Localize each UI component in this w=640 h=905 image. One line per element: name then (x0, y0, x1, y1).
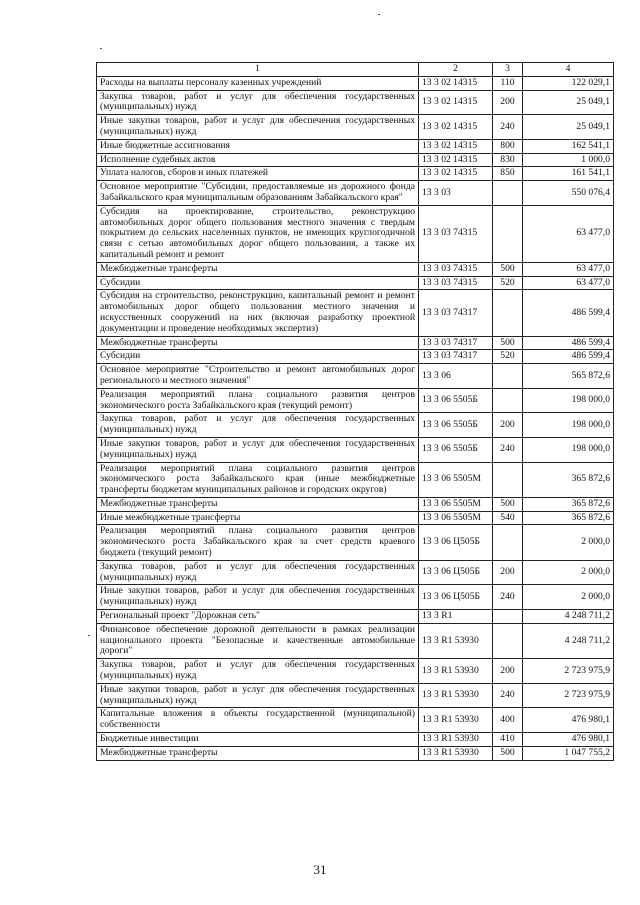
row-type-cell: 110 (493, 76, 523, 90)
row-type-cell: 520 (493, 276, 523, 290)
row-type-cell (493, 290, 523, 336)
row-name-cell: Иные закупки товаров, работ и услуг для обеспечения государственных (муниципальных) нужд (97, 585, 419, 610)
table-row (97, 413, 614, 438)
table-row (97, 497, 614, 511)
column-header-4: 4 (523, 63, 614, 77)
row-amount-cell: 365 872,6 (523, 497, 614, 511)
table-row (97, 462, 614, 497)
row-type-cell: 500 (493, 262, 523, 276)
row-name-cell: Расходы на выплаты персоналу казенных учреждений (97, 76, 419, 90)
row-code-cell: 13 3 06 Ц505Б (419, 525, 493, 560)
row-code-cell: 13 3 03 74315 (419, 262, 493, 276)
row-name-cell: Межбюджетные трансферты (97, 497, 419, 511)
row-amount-cell: 162 541,1 (523, 139, 614, 153)
row-name-cell: Реализация мероприятий плана социального развития центров экономического роста Забайкальского края за счет средств краевого бюджета (текущий ремонт) (97, 525, 419, 560)
row-type-cell (493, 623, 523, 658)
table-row (97, 90, 614, 115)
row-code-cell: 13 3 06 5505М (419, 511, 493, 525)
row-name-cell: Бюджетные инвестиции (97, 733, 419, 747)
row-name-cell: Субсидии (97, 350, 419, 364)
row-code-cell: 13 3 R1 53930 (419, 683, 493, 708)
row-name-cell: Уплата налогов, сборов и иных платежей (97, 167, 419, 181)
row-name-cell: Иные бюджетные ассигнования (97, 139, 419, 153)
table-row (97, 76, 614, 90)
row-name-cell: Реализация мероприятий плана социального развития центров экономического роста Забайкальского края (текущий ремонт) (97, 388, 419, 413)
scan-speck (378, 14, 380, 15)
row-amount-cell: 63 477,0 (523, 262, 614, 276)
row-amount-cell: 2 723 975,9 (523, 659, 614, 684)
row-name-cell: Субсидия на строительство, реконструкцию, капитальный ремонт и ремонт автомобильных дорог общего пользования местного значения и искусственных сооружений на них (включая разработку проектной документации и проведение необходимых экспертиз) (97, 290, 419, 336)
row-type-cell: 520 (493, 350, 523, 364)
row-type-cell: 500 (493, 336, 523, 350)
row-name-cell: Капитальные вложения в объекты государственной (муниципальной) собственности (97, 708, 419, 733)
table-row (97, 336, 614, 350)
row-amount-cell: 198 000,0 (523, 388, 614, 413)
row-name-cell: Финансовое обеспечение дорожной деятельности в рамках реализации национального проекта "Безопасные и качественные автомобильные дороги" (97, 623, 419, 658)
row-name-cell: Иные закупки товаров, работ и услуг для обеспечения государственных (муниципальных) нужд (97, 683, 419, 708)
table-row (97, 511, 614, 525)
row-code-cell: 13 3 03 (419, 181, 493, 206)
column-header-2: 2 (419, 63, 493, 77)
table-row (97, 181, 614, 206)
row-name-cell: Основное мероприятие "Субсидии, предоставляемые из дорожного фонда Забайкальского края муниципальным образованиям Забайкальского края" (97, 181, 419, 206)
row-amount-cell: 486 599,4 (523, 350, 614, 364)
row-name-cell: Иные закупки товаров, работ и услуг для обеспечения государственных (муниципальных) нужд (97, 115, 419, 140)
table-row (97, 290, 614, 336)
table-row (97, 746, 614, 760)
table-row (97, 262, 614, 276)
table-row (97, 276, 614, 290)
row-amount-cell: 2 000,0 (523, 525, 614, 560)
row-amount-cell: 365 872,6 (523, 462, 614, 497)
column-header-3: 3 (493, 63, 523, 77)
row-amount-cell: 476 980,1 (523, 708, 614, 733)
row-type-cell: 200 (493, 560, 523, 585)
row-code-cell: 13 3 R1 53930 (419, 746, 493, 760)
table-header-row (97, 63, 614, 77)
row-code-cell: 13 3 03 74317 (419, 350, 493, 364)
row-name-cell: Межбюджетные трансферты (97, 262, 419, 276)
scan-speck (88, 635, 90, 636)
table-row (97, 139, 614, 153)
row-type-cell (493, 525, 523, 560)
row-amount-cell: 25 049,1 (523, 90, 614, 115)
row-type-cell: 240 (493, 115, 523, 140)
row-name-cell: Субсидии (97, 276, 419, 290)
table-row (97, 708, 614, 733)
column-header-1: 1 (97, 63, 419, 77)
row-amount-cell: 476 980,1 (523, 733, 614, 747)
row-code-cell: 13 3 R1 53930 (419, 733, 493, 747)
row-type-cell: 400 (493, 708, 523, 733)
row-code-cell: 13 3 03 74317 (419, 336, 493, 350)
row-amount-cell: 1 000,0 (523, 153, 614, 167)
row-code-cell: 13 3 03 74317 (419, 290, 493, 336)
row-name-cell: Основное мероприятие "Строительство и ремонт автомобильных дорог регионального и местного значения" (97, 364, 419, 389)
table-row (97, 683, 614, 708)
row-code-cell: 13 3 06 Ц505Б (419, 585, 493, 610)
table-row (97, 437, 614, 462)
row-type-cell: 200 (493, 659, 523, 684)
row-type-cell: 850 (493, 167, 523, 181)
row-amount-cell: 198 000,0 (523, 437, 614, 462)
table-row (97, 659, 614, 684)
table-row (97, 585, 614, 610)
page-number: 31 (313, 862, 327, 877)
row-name-cell: Исполнение судебных актов (97, 153, 419, 167)
row-name-cell: Региональный проект "Дорожная сеть" (97, 610, 419, 624)
row-amount-cell: 2 000,0 (523, 585, 614, 610)
row-type-cell (493, 610, 523, 624)
row-amount-cell: 2 000,0 (523, 560, 614, 585)
row-type-cell: 830 (493, 153, 523, 167)
row-amount-cell: 63 477,0 (523, 205, 614, 262)
table-row (97, 364, 614, 389)
row-amount-cell: 486 599,4 (523, 290, 614, 336)
row-code-cell: 13 3 R1 53930 (419, 623, 493, 658)
row-code-cell: 13 3 06 (419, 364, 493, 389)
row-name-cell: Межбюджетные трансферты (97, 746, 419, 760)
scan-speck (100, 48, 102, 49)
row-amount-cell: 550 076,4 (523, 181, 614, 206)
row-code-cell: 13 3 06 5505Б (419, 388, 493, 413)
table-row (97, 560, 614, 585)
row-amount-cell: 25 049,1 (523, 115, 614, 140)
row-amount-cell: 1 047 755,2 (523, 746, 614, 760)
table-row (97, 733, 614, 747)
row-code-cell: 13 3 06 5505Б (419, 437, 493, 462)
row-type-cell: 410 (493, 733, 523, 747)
row-name-cell: Иные закупки товаров, работ и услуг для обеспечения государственных (муниципальных) нужд (97, 437, 419, 462)
row-type-cell: 800 (493, 139, 523, 153)
row-name-cell: Закупка товаров, работ и услуг для обеспечения государственных (муниципальных) нужд (97, 560, 419, 585)
row-amount-cell: 198 000,0 (523, 413, 614, 438)
row-amount-cell: 63 477,0 (523, 276, 614, 290)
row-code-cell: 13 3 06 5505М (419, 462, 493, 497)
table-row (97, 610, 614, 624)
table-row (97, 350, 614, 364)
row-amount-cell: 122 029,1 (523, 76, 614, 90)
row-type-cell (493, 364, 523, 389)
row-amount-cell: 365 872,6 (523, 511, 614, 525)
row-code-cell: 13 3 02 14315 (419, 139, 493, 153)
row-amount-cell: 486 599,4 (523, 336, 614, 350)
row-name-cell: Субсидия на проектирование, строительство, реконструкцию автомобильных дорог общего пользования местного значения с твердым покрытием до сельских населенных пунктов, не имеющих круглогодичной связи с сетью автомобильных дорог общего пользования, а также их капитальный ремонт и ремонт (97, 205, 419, 262)
row-type-cell (493, 462, 523, 497)
row-type-cell: 240 (493, 585, 523, 610)
row-code-cell: 13 3 R1 (419, 610, 493, 624)
row-name-cell: Реализация мероприятий плана социального развития центров экономического роста Забайкальского края (иные межбюджетные трансферты бюджетам муниципальных районов и городских округов) (97, 462, 419, 497)
row-type-cell: 240 (493, 437, 523, 462)
row-code-cell: 13 3 02 14315 (419, 90, 493, 115)
row-name-cell: Закупка товаров, работ и услуг для обеспечения государственных (муниципальных) нужд (97, 659, 419, 684)
budget-table (96, 62, 614, 761)
row-type-cell: 200 (493, 90, 523, 115)
row-code-cell: 13 3 06 5505М (419, 497, 493, 511)
table-row (97, 115, 614, 140)
row-code-cell: 13 3 R1 53930 (419, 659, 493, 684)
table-row (97, 205, 614, 262)
row-type-cell: 500 (493, 746, 523, 760)
row-code-cell: 13 3 02 14315 (419, 115, 493, 140)
table-row (97, 525, 614, 560)
row-code-cell: 13 3 02 14315 (419, 167, 493, 181)
row-name-cell: Закупка товаров, работ и услуг для обеспечения государственных (муниципальных) нужд (97, 413, 419, 438)
row-code-cell: 13 3 R1 53930 (419, 708, 493, 733)
row-name-cell: Межбюджетные трансферты (97, 336, 419, 350)
row-type-cell (493, 388, 523, 413)
row-code-cell: 13 3 03 74315 (419, 205, 493, 262)
row-amount-cell: 2 723 975,9 (523, 683, 614, 708)
row-code-cell: 13 3 02 14315 (419, 153, 493, 167)
row-type-cell: 200 (493, 413, 523, 438)
table-row (97, 153, 614, 167)
table-row (97, 623, 614, 658)
row-type-cell (493, 205, 523, 262)
row-amount-cell: 4 248 711,2 (523, 623, 614, 658)
row-name-cell: Закупка товаров, работ и услуг для обеспечения государственных (муниципальных) нужд (97, 90, 419, 115)
row-code-cell: 13 3 06 Ц505Б (419, 560, 493, 585)
row-amount-cell: 161 541,1 (523, 167, 614, 181)
row-amount-cell: 4 248 711,2 (523, 610, 614, 624)
row-type-cell: 540 (493, 511, 523, 525)
table-row (97, 167, 614, 181)
row-type-cell: 500 (493, 497, 523, 511)
row-code-cell: 13 3 06 5505Б (419, 413, 493, 438)
row-type-cell (493, 181, 523, 206)
row-code-cell: 13 3 03 74315 (419, 276, 493, 290)
row-code-cell: 13 3 02 14315 (419, 76, 493, 90)
row-name-cell: Иные межбюджетные трансферты (97, 511, 419, 525)
row-type-cell: 240 (493, 683, 523, 708)
table-row (97, 388, 614, 413)
row-amount-cell: 565 872,6 (523, 364, 614, 389)
